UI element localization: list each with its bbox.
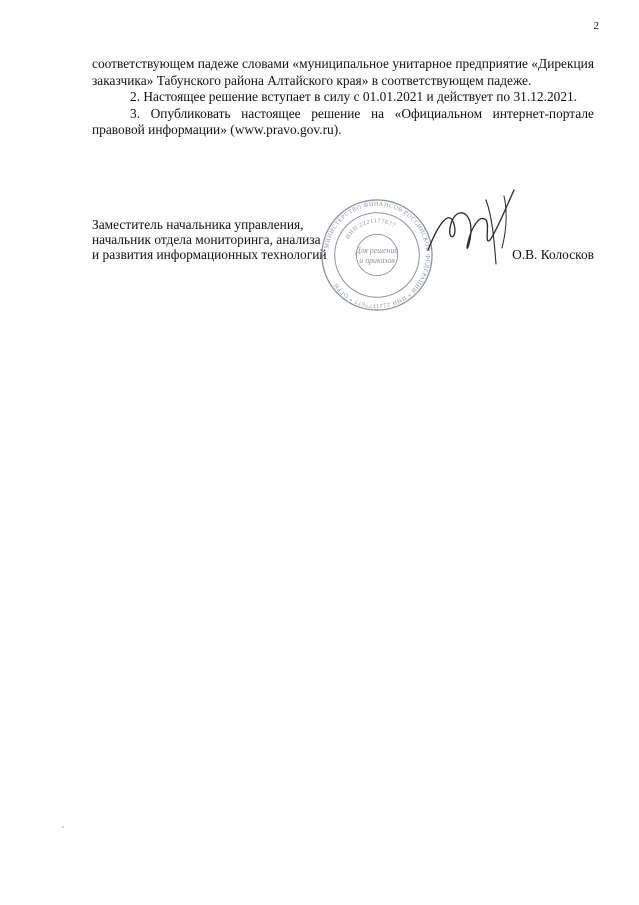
paragraph-line: правовой информации» (www.pravo.gov.ru). bbox=[92, 122, 342, 138]
seal-ring-text: МИНИСТЕРСТВО ФИНАНСОВ РОССИЙСКОЙ ФЕДЕРАЦИИ * ИНН 2221177677 * ОГРН bbox=[324, 201, 431, 309]
paragraph-line: падеже. bbox=[487, 72, 532, 88]
seal-center-text: Для решений bbox=[355, 246, 399, 256]
signer-title-line: начальник отдела мониторинга, анализа bbox=[92, 231, 321, 247]
signer-title-line: и развития информационных технологий bbox=[92, 246, 327, 262]
document-body bbox=[92, 56, 594, 139]
page-number: 2 bbox=[593, 20, 599, 32]
paragraph-item-3 bbox=[92, 106, 594, 139]
seal-inner-text: ИНН 2221177677 bbox=[345, 218, 397, 241]
scan-artifact bbox=[62, 826, 64, 828]
paragraph-line: 2. Настоящее решение вступает в силу с 01.01.2021 и действует по bbox=[130, 89, 511, 105]
paragraph-line: 31.12.2021. bbox=[513, 89, 578, 105]
paragraph-continuation bbox=[92, 56, 594, 89]
seal-center-text-line2: и приказов bbox=[359, 255, 395, 265]
signer-name: О.В. Колосков bbox=[512, 247, 594, 262]
official-seal-icon bbox=[318, 196, 436, 314]
paragraph-line: соответствующем падеже словами «муниципальное унитарное предприятие bbox=[92, 56, 528, 71]
paragraph-item-2 bbox=[92, 89, 594, 106]
paragraph-line: «Дирекция заказчика» Табунского района Алтайского края» в соответствующем bbox=[92, 56, 594, 88]
signer-title-line: Заместитель начальника управления, bbox=[92, 217, 304, 232]
handwritten-signature-icon bbox=[420, 180, 530, 270]
paragraph-line: 3. Опубликовать настоящее решение на «Официальном интернет-портале bbox=[130, 105, 594, 121]
